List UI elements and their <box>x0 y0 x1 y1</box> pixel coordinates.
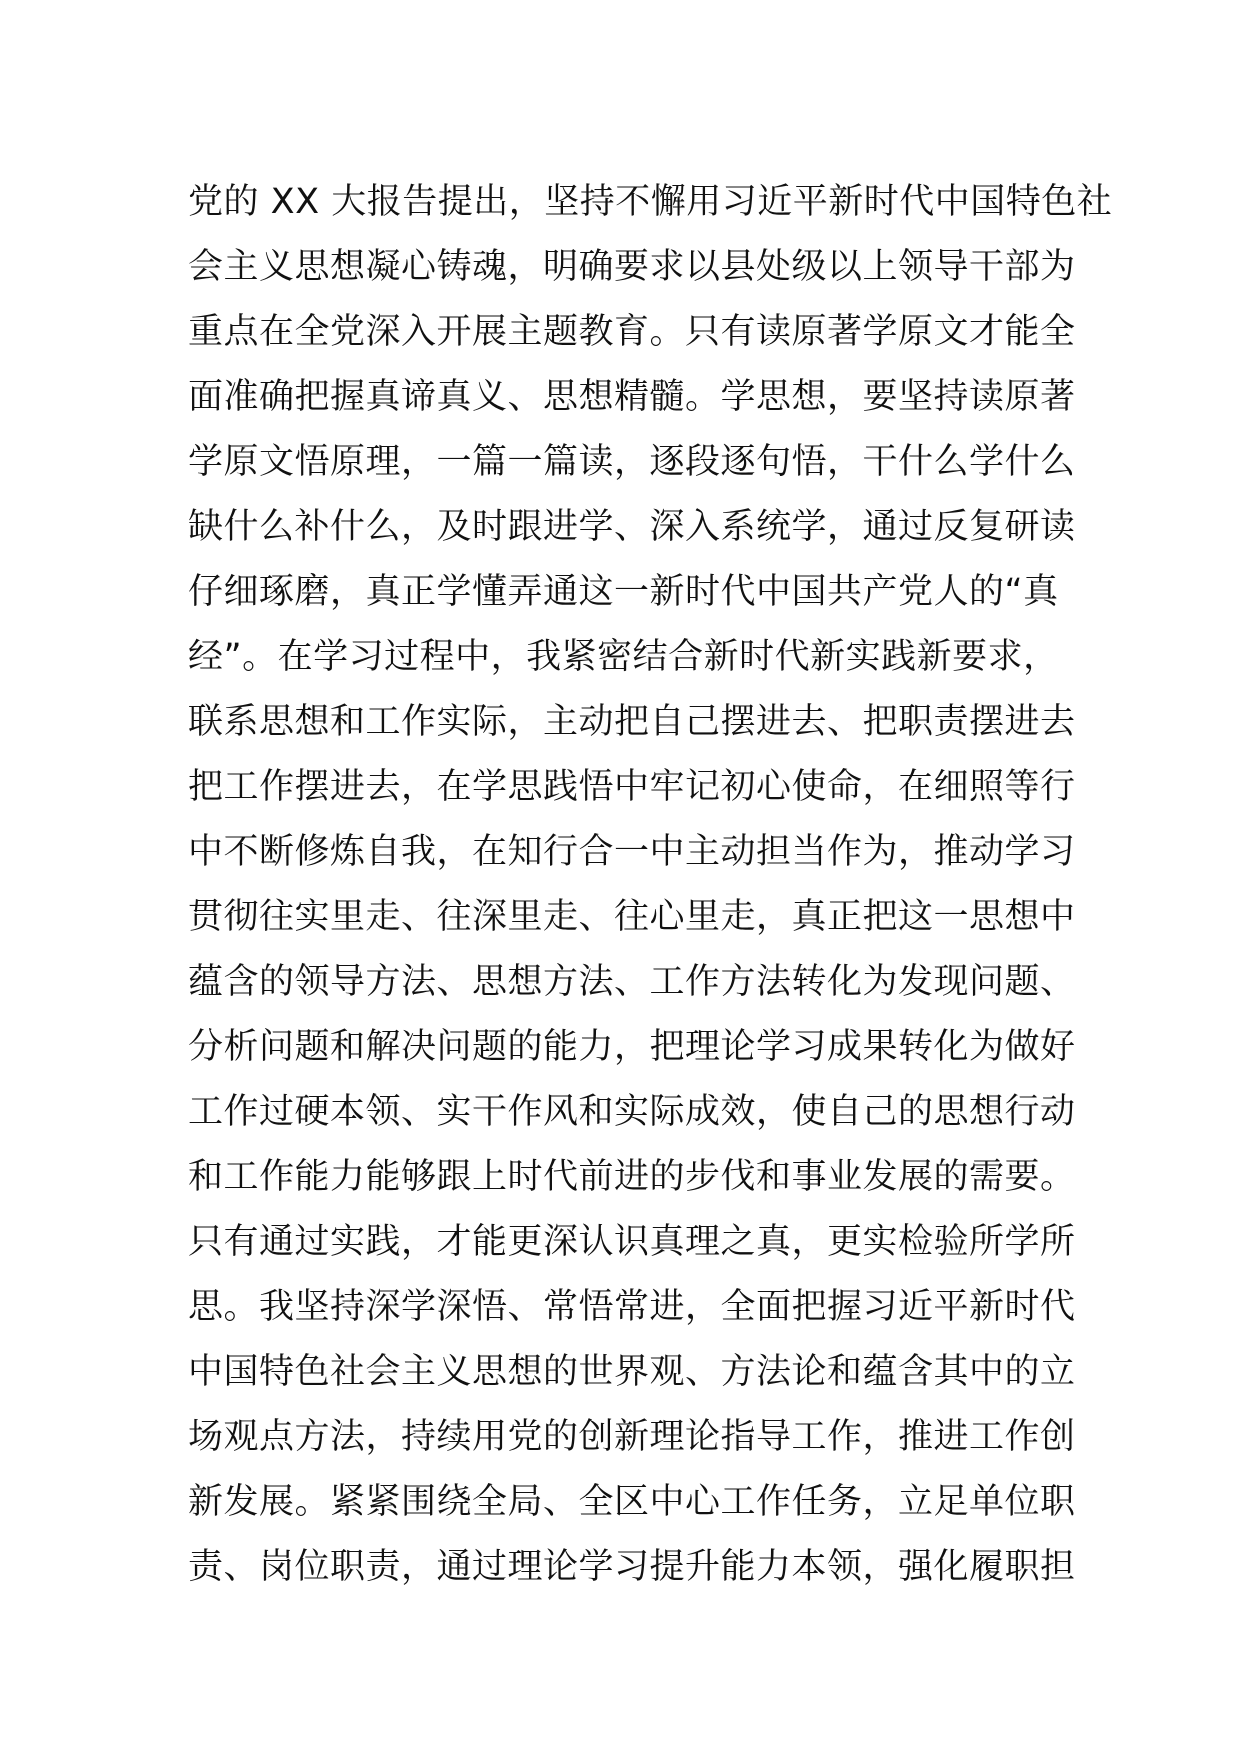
text-line: 工作过硬本领、实干作风和实际成效，使自己的思想行动 <box>188 1092 1076 1132</box>
text-line: 联系思想和工作实际，主动把自己摆进去、把职责摆进去 <box>188 702 1076 742</box>
text-line: 思。我坚持深学深悟、常悟常进，全面把握习近平新时代 <box>188 1287 1076 1327</box>
text-line: 把工作摆进去，在学思践悟中牢记初心使命，在细照等行 <box>188 767 1076 807</box>
text-line: 学原文悟原理，一篇一篇读，逐段逐句悟，干什么学什么 <box>188 442 1076 482</box>
text-line: 党的 XX 大报告提出，坚持不懈用习近平新时代中国特色社 <box>188 182 1113 222</box>
text-line: 中不断修炼自我，在知行合一中主动担当作为，推动学习 <box>188 832 1076 872</box>
text-line: 重点在全党深入开展主题教育。只有读原著学原文才能全 <box>188 312 1076 352</box>
text-line: 仔细琢磨，真正学懂弄通这一新时代中国共产党人的“真 <box>188 572 1059 612</box>
text-line: 新发展。紧紧围绕全局、全区中心工作任务，立足单位职 <box>188 1482 1076 1522</box>
text-line: 蕴含的领导方法、思想方法、工作方法转化为发现问题、 <box>188 962 1076 1002</box>
body-text <box>188 170 1113 1600</box>
text-line: 和工作能力能够跟上时代前进的步伐和事业发展的需要。 <box>188 1157 1076 1197</box>
text-line: 中国特色社会主义思想的世界观、方法论和蕴含其中的立 <box>188 1352 1076 1392</box>
text-line: 会主义思想凝心铸魂，明确要求以县处级以上领导干部为 <box>188 247 1076 287</box>
text-line: 经”。在学习过程中，我紧密结合新时代新实践新要求， <box>188 637 1059 677</box>
text-line: 责、岗位职责，通过理论学习提升能力本领，强化履职担 <box>188 1547 1076 1587</box>
text-line: 只有通过实践，才能更深认识真理之真，更实检验所学所 <box>188 1222 1076 1262</box>
text-line: 面准确把握真谛真义、思想精髓。学思想，要坚持读原著 <box>188 377 1076 417</box>
text-line: 缺什么补什么，及时跟进学、深入系统学，通过反复研读 <box>188 507 1076 547</box>
text-line: 分析问题和解决问题的能力，把理论学习成果转化为做好 <box>188 1027 1076 1067</box>
text-line: 贯彻往实里走、往深里走、往心里走，真正把这一思想中 <box>188 897 1076 937</box>
text-line: 场观点方法，持续用党的创新理论指导工作，推进工作创 <box>188 1417 1076 1457</box>
